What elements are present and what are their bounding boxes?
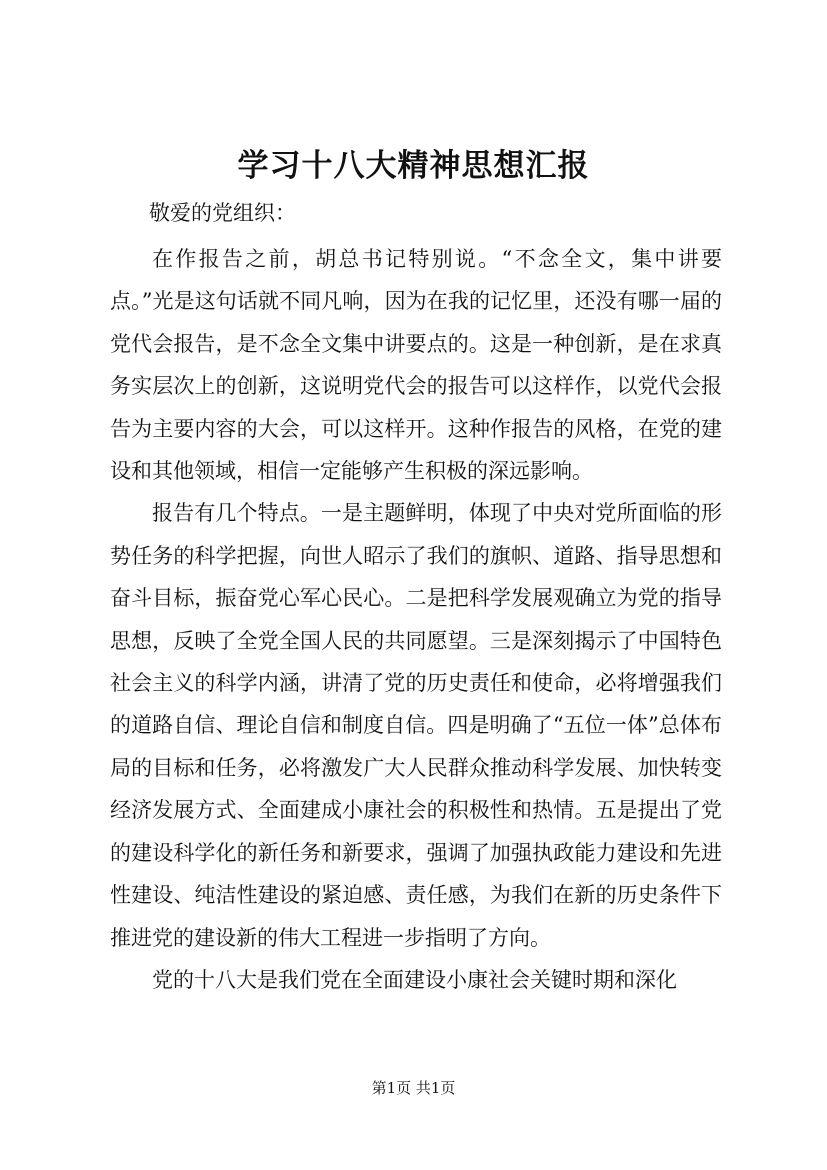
document-body <box>110 238 722 1001</box>
document-title: 学习十八大精神思想汇报 <box>237 148 590 184</box>
paragraph-3: 党的十八大是我们党在全面建设小康社会关键时期和深化 <box>152 967 677 992</box>
paragraph-2: 报告有几个特点。一是主题鲜明，体现了中央对党所面临的形势任务的科学把握，向世人昭示了我们的旗帜、道路、指导思想和奋斗目标，振奋党心军心民心。二是把科学发展观确立为党的指导思想，反映了全党全国人民的共同愿望。三是深刻揭示了中国特色社会主义的科学内涵，讲清了党的历史责任和使命，必将增强我们的道路自信、理论自信和制度自信。四是明确了“五位一体”总体布局的目标和任务，必将激发广大人民群众推动科学发展、加快转变经济发展方式、全面建成小康社会的积极性和热情。五是提出了党的建设科学化的新任务和新要求，强调了加强执政能力建设和先进性建设、纯洁性建设的紧迫感、责任感，为我们在新的历史条件下推进党的建设新的伟大工程进一步指明了方向。 <box>110 501 722 950</box>
page-footer: 第1页 共1页 <box>371 1079 456 1097</box>
salutation: 敬爱的党组织： <box>149 201 296 225</box>
paragraph-1: 在作报告之前，胡总书记特别说。“不念全文，集中讲要点。”光是这句话就不同凡响，因为在我的记忆里，还没有哪一届的党代会报告，是不念全文集中讲要点的。这是一种创新，是在求真务实层次上的创新，这说明党代会的报告可以这样作，以党代会报告为主要内容的大会，可以这样开。这种作报告的风格，在党的建设和其他领域，相信一定能够产生积极的深远影响。 <box>110 247 722 484</box>
